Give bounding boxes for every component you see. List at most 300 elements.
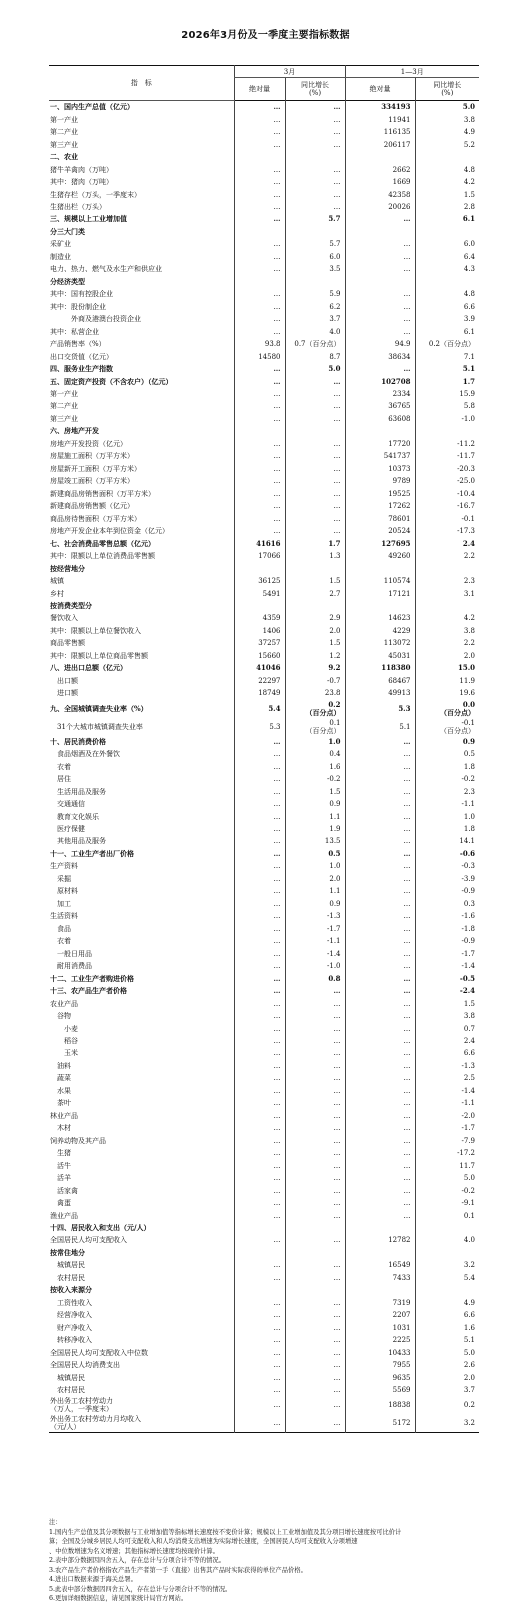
table-row	[49, 1172, 479, 1184]
month-absolute-cell: 37257	[234, 637, 285, 649]
quarter-absolute-cell: 19525	[345, 488, 415, 500]
quarter-absolute-cell: …	[345, 251, 415, 263]
quarter-absolute-cell: …	[345, 985, 415, 997]
row-label: 居住	[50, 775, 71, 784]
month-yoy-cell: 1.0	[285, 736, 345, 748]
quarter-absolute-cell: 118380	[345, 662, 415, 674]
month-absolute-cell: 5.3	[234, 718, 285, 736]
quarter-yoy-cell	[415, 226, 479, 238]
quarter-yoy-cell: -20.3	[415, 463, 479, 475]
row-label: 耐用消费品	[50, 962, 92, 971]
month-yoy-cell: …	[285, 1414, 345, 1433]
page-title: 2026年3月份及一季度主要指标数据	[181, 30, 350, 41]
month-yoy-cell: …	[285, 101, 345, 114]
quarter-yoy-cell: 19.6	[415, 687, 479, 699]
row-label: 生猪存栏（万头，一季度末）	[50, 190, 141, 199]
month-absolute-cell: …	[234, 1147, 285, 1159]
table-row	[49, 650, 479, 662]
row-label: 食品	[50, 924, 71, 933]
row-label: 饲养动物及其产品	[50, 1136, 106, 1145]
row-label: 餐饮收入	[50, 614, 78, 623]
month-yoy-cell: 5.7	[285, 213, 345, 225]
month-yoy-cell: 2.9	[285, 612, 345, 624]
quarter-absolute-cell: 2662	[345, 163, 415, 175]
month-yoy-cell: …	[285, 1346, 345, 1358]
month-yoy-cell: …	[285, 1147, 345, 1159]
quarter-absolute-cell: …	[345, 1110, 415, 1122]
row-label: 新建商品房销售面积（万平方米）	[50, 489, 155, 498]
month-yoy-cell: 1.5	[285, 637, 345, 649]
quarter-absolute-cell: 20026	[345, 201, 415, 213]
quarter-absolute-cell: …	[345, 1159, 415, 1171]
month-absolute-cell: …	[234, 860, 285, 872]
table-row	[49, 550, 479, 562]
month-yoy-cell: …	[285, 985, 345, 997]
table-row	[49, 675, 479, 687]
row-label: 房地产开发投资（亿元）	[50, 439, 127, 448]
row-label: 采矿业	[50, 240, 71, 249]
month-absolute-cell: …	[234, 1072, 285, 1084]
stacked-value-line: 0.0	[462, 699, 476, 709]
quarter-absolute-cell: …	[345, 1035, 415, 1047]
row-label: 出口额	[50, 676, 78, 685]
month-absolute-cell: 17066	[234, 550, 285, 562]
quarter-absolute-cell: …	[345, 288, 415, 300]
quarter-absolute-cell: …	[345, 910, 415, 922]
quarter-absolute-cell: 2225	[345, 1334, 415, 1346]
row-label: 活牛	[50, 1161, 71, 1170]
quarter-absolute-cell: …	[345, 1060, 415, 1072]
month-absolute-cell: …	[234, 1060, 285, 1072]
month-yoy-cell: 8.7	[285, 350, 345, 362]
quarter-yoy-cell: -10.4	[415, 488, 479, 500]
table-row	[49, 1396, 479, 1414]
quarter-yoy-cell	[415, 718, 479, 736]
row-label: 其中：国有控股企业	[50, 290, 113, 299]
row-label: 玉米	[50, 1049, 78, 1058]
month-yoy-cell: …	[285, 1135, 345, 1147]
table-row	[49, 562, 479, 574]
month-yoy-cell	[285, 1247, 345, 1259]
quarter-absolute-cell: 17720	[345, 438, 415, 450]
table-row	[49, 587, 479, 599]
quarter-yoy-cell: -2.0	[415, 1110, 479, 1122]
month-yoy-cell: …	[285, 1047, 345, 1059]
month-absolute-cell	[234, 1284, 285, 1296]
quarter-absolute-cell: 18838	[345, 1396, 415, 1414]
month-absolute-cell: …	[234, 113, 285, 125]
quarter-yoy-cell: -7.9	[415, 1135, 479, 1147]
month-absolute-cell: …	[234, 748, 285, 760]
month-yoy-cell: 1.0	[285, 860, 345, 872]
month-yoy-cell: …	[285, 525, 345, 537]
month-absolute-cell: …	[234, 810, 285, 822]
table-row	[49, 525, 479, 537]
month-absolute-cell: …	[234, 126, 285, 138]
table-row	[49, 325, 479, 337]
quarter-yoy-cell: 3.8	[415, 113, 479, 125]
table-row	[49, 1359, 479, 1371]
quarter-absolute-cell: 7319	[345, 1297, 415, 1309]
month-yoy-cell: 0.9	[285, 898, 345, 910]
month-yoy-cell: …	[285, 1371, 345, 1383]
month-absolute-cell: 5491	[234, 587, 285, 599]
row-label: 工资性收入	[50, 1298, 92, 1307]
month-yoy-cell: 1.1	[285, 885, 345, 897]
row-label: 第三产业	[50, 414, 78, 423]
quarter-yoy-cell: 6.0	[415, 238, 479, 250]
table-row	[49, 785, 479, 797]
row-label: 商品房待售面积（万平方米）	[50, 514, 141, 523]
quarter-yoy-cell: -11.7	[415, 450, 479, 462]
quarter-absolute-cell: 10373	[345, 463, 415, 475]
table-row	[49, 798, 479, 810]
table-row	[49, 625, 479, 637]
row-label: 蔬菜	[50, 1074, 71, 1083]
row-label: 七、社会消费品零售总额（亿元）	[50, 538, 155, 548]
table-row	[49, 1035, 479, 1047]
quarter-absolute-cell: 38634	[345, 350, 415, 362]
stacked-value	[306, 719, 341, 735]
quarter-yoy-cell	[415, 1222, 479, 1234]
quarter-yoy-cell	[415, 600, 479, 612]
month-absolute-cell: …	[234, 1047, 285, 1059]
quarter-yoy-cell: 1.8	[415, 760, 479, 772]
table-row	[49, 151, 479, 163]
month-yoy-cell: 3.7	[285, 313, 345, 325]
month-absolute-cell: …	[234, 488, 285, 500]
quarter-absolute-cell: 9635	[345, 1371, 415, 1383]
row-label: 八、进出口总额（亿元）	[50, 663, 127, 673]
table-row	[49, 718, 479, 736]
row-label: 五、固定资产投资（不含农户）（亿元）	[50, 376, 173, 386]
row-label: 采掘	[50, 874, 71, 883]
month-yoy-cell: 6.0	[285, 251, 345, 263]
quarter-absolute-cell: 42358	[345, 188, 415, 200]
table-row	[49, 1197, 479, 1209]
month-absolute-cell: …	[234, 1085, 285, 1097]
quarter-yoy-cell: -0.3	[415, 860, 479, 872]
quarter-absolute-cell: 5172	[345, 1414, 415, 1433]
quarter-yoy-cell	[415, 425, 479, 437]
month-yoy-cell: …	[285, 1184, 345, 1196]
table-row	[49, 1147, 479, 1159]
month-absolute-cell: …	[234, 898, 285, 910]
month-absolute-cell: …	[234, 463, 285, 475]
quarter-yoy-cell: -1.4	[415, 960, 479, 972]
footnote-line: 5.此表中部分数据因四舍五入，存在总计与分项合计不等的情况。	[49, 1585, 232, 1593]
table-row	[49, 213, 479, 225]
month-absolute-cell	[234, 226, 285, 238]
quarter-absolute-cell: 20524	[345, 525, 415, 537]
quarter-yoy-cell: 0.1	[415, 1209, 479, 1221]
quarter-absolute-cell	[345, 1222, 415, 1234]
table-row	[49, 773, 479, 785]
quarter-absolute-cell	[345, 1247, 415, 1259]
month-absolute-cell: …	[234, 1414, 285, 1433]
table-row	[49, 612, 479, 624]
quarter-absolute-cell	[345, 151, 415, 163]
table-row	[49, 138, 479, 150]
row-label: 乡村	[50, 589, 64, 598]
header-absolute-quarter: 绝对量	[345, 78, 415, 101]
month-yoy-cell: 1.7	[285, 537, 345, 549]
month-yoy-cell: 0.7（百分点）	[285, 338, 345, 350]
month-yoy-cell	[285, 151, 345, 163]
month-yoy-cell: …	[285, 1359, 345, 1371]
quarter-yoy-cell	[415, 700, 479, 718]
month-absolute-cell: …	[234, 288, 285, 300]
table-row	[49, 885, 479, 897]
month-yoy-cell: -1.3	[285, 910, 345, 922]
table-row	[49, 898, 479, 910]
row-label: 按收入来源分	[50, 1285, 92, 1295]
quarter-absolute-cell: …	[345, 898, 415, 910]
quarter-yoy-cell: 0.2（百分点）	[415, 338, 479, 350]
row-label: 制造业	[50, 252, 71, 261]
row-label: 第一产业	[50, 390, 78, 399]
quarter-yoy-cell: -11.2	[415, 438, 479, 450]
table-row	[49, 760, 479, 772]
quarter-absolute-cell: …	[345, 947, 415, 959]
quarter-absolute-cell: 94.9	[345, 338, 415, 350]
table-row	[49, 960, 479, 972]
row-label: 三、规模以上工业增加值	[50, 214, 127, 224]
quarter-yoy-cell: -1.0	[415, 413, 479, 425]
quarter-absolute-cell: …	[345, 213, 415, 225]
quarter-absolute-cell: …	[345, 325, 415, 337]
quarter-yoy-cell: 2.3	[415, 785, 479, 797]
quarter-yoy-cell: 1.5	[415, 188, 479, 200]
quarter-absolute-cell: 127695	[345, 537, 415, 549]
month-absolute-cell: …	[234, 101, 285, 114]
table-row	[49, 388, 479, 400]
month-absolute-cell: …	[234, 176, 285, 188]
header-pct-label: (%)	[441, 89, 454, 97]
quarter-yoy-cell: 3.9	[415, 313, 479, 325]
quarter-yoy-cell: 0.2	[415, 1396, 479, 1414]
quarter-absolute-cell: …	[345, 960, 415, 972]
table-row	[49, 1234, 479, 1246]
quarter-yoy-cell: -1.4	[415, 1085, 479, 1097]
table-row	[49, 101, 479, 114]
month-absolute-cell: …	[234, 301, 285, 313]
month-yoy-cell	[285, 718, 345, 736]
month-absolute-cell: …	[234, 1309, 285, 1321]
month-absolute-cell: …	[234, 1110, 285, 1122]
table-row	[49, 848, 479, 860]
month-yoy-cell: 5.0	[285, 363, 345, 375]
month-yoy-cell: …	[285, 463, 345, 475]
month-absolute-cell: …	[234, 525, 285, 537]
quarter-yoy-cell: 2.5	[415, 1072, 479, 1084]
month-yoy-cell: 0.5	[285, 848, 345, 860]
quarter-absolute-cell: …	[345, 1209, 415, 1221]
month-yoy-cell: …	[285, 1334, 345, 1346]
quarter-absolute-cell: 1031	[345, 1322, 415, 1334]
quarter-absolute-cell: 1669	[345, 176, 415, 188]
month-absolute-cell	[234, 276, 285, 288]
quarter-absolute-cell: 110574	[345, 575, 415, 587]
footnote-line: 4.进出口数据来源于海关总署。	[49, 1576, 137, 1583]
quarter-yoy-cell: 4.0	[415, 1234, 479, 1246]
table-row	[49, 1309, 479, 1321]
stacked-value-line: （百分点）	[305, 726, 341, 735]
table-row	[49, 176, 479, 188]
row-label: 衣着	[50, 937, 71, 946]
quarter-absolute-cell: …	[345, 885, 415, 897]
month-absolute-cell: 41046	[234, 662, 285, 674]
table-row	[49, 226, 479, 238]
row-label: 第三产业	[50, 140, 78, 149]
footnote-line: 注：	[49, 1519, 62, 1526]
month-yoy-cell: -1.1	[285, 935, 345, 947]
quarter-absolute-cell: …	[345, 1047, 415, 1059]
month-absolute-cell: …	[234, 1184, 285, 1196]
month-yoy-cell: …	[285, 201, 345, 213]
row-label: 生猪出栏（万头）	[50, 202, 106, 211]
row-label: 转移净收入	[50, 1336, 92, 1345]
month-yoy-cell: 0.8	[285, 972, 345, 984]
footnote-line: 3.农产品生产者价格指农产品生产者第一手（直接）出售其产品时实际获得的单位产品价格。	[49, 1566, 307, 1574]
month-yoy-cell: …	[285, 1322, 345, 1334]
month-absolute-cell: …	[234, 1172, 285, 1184]
month-absolute-cell: …	[234, 1234, 285, 1246]
month-absolute-cell: 41616	[234, 537, 285, 549]
table-row	[49, 1334, 479, 1346]
quarter-absolute-cell	[345, 1284, 415, 1296]
row-label: 农村居民	[50, 1273, 85, 1282]
quarter-yoy-cell: 7.1	[415, 350, 479, 362]
month-absolute-cell: …	[234, 213, 285, 225]
month-absolute-cell: 15660	[234, 650, 285, 662]
row-label: 医疗保健	[50, 825, 85, 834]
quarter-yoy-cell: 4.8	[415, 163, 479, 175]
month-yoy-cell	[285, 600, 345, 612]
header-pct-label: (%)	[308, 89, 322, 97]
month-absolute-cell	[234, 562, 285, 574]
header-yoy-label: 同比增长	[433, 81, 462, 89]
quarter-yoy-cell: 0.5	[415, 748, 479, 760]
quarter-yoy-cell: -1.1	[415, 798, 479, 810]
table-row	[49, 276, 479, 288]
month-yoy-cell: …	[285, 126, 345, 138]
quarter-yoy-cell: 6.1	[415, 325, 479, 337]
quarter-absolute-cell: 68467	[345, 675, 415, 687]
month-yoy-cell: …	[285, 375, 345, 387]
quarter-yoy-cell: 3.7	[415, 1384, 479, 1396]
footnotes	[49, 1518, 479, 1604]
month-absolute-cell: …	[234, 163, 285, 175]
quarter-absolute-cell: 17121	[345, 587, 415, 599]
table-row	[49, 1272, 479, 1284]
month-yoy-cell: …	[285, 1396, 345, 1414]
quarter-yoy-cell	[415, 151, 479, 163]
row-label: 十四、居民收入和支出（元/人）	[50, 1223, 151, 1233]
month-yoy-cell: …	[285, 488, 345, 500]
month-absolute-cell: …	[234, 1122, 285, 1134]
quarter-yoy-cell: 2.0	[415, 650, 479, 662]
footnote-line: 、中位数增速为名义增速；其他指标增长速度均按现价计算。	[49, 1547, 220, 1555]
month-yoy-cell: -1.7	[285, 923, 345, 935]
quarter-yoy-cell: 5.1	[415, 363, 479, 375]
row-label: 31个大城市城镇调查失业率	[50, 722, 143, 731]
month-yoy-cell: …	[285, 1110, 345, 1122]
quarter-yoy-cell: -1.3	[415, 1060, 479, 1072]
quarter-yoy-cell: 3.8	[415, 1010, 479, 1022]
quarter-yoy-cell: 5.1	[415, 1334, 479, 1346]
row-label: 稻谷	[50, 1036, 78, 1045]
month-absolute-cell: …	[234, 1097, 285, 1109]
table-row	[49, 251, 479, 263]
row-label: 分三大门类	[50, 226, 85, 236]
quarter-yoy-cell: 4.8	[415, 288, 479, 300]
month-absolute-cell	[234, 600, 285, 612]
row-label: 衣着	[50, 762, 71, 771]
table-row	[49, 700, 479, 718]
quarter-absolute-cell: …	[345, 848, 415, 860]
quarter-absolute-cell	[345, 600, 415, 612]
table-row	[49, 350, 479, 362]
month-yoy-cell: 1.5	[285, 575, 345, 587]
header-yoy-month	[285, 78, 345, 101]
table-row	[49, 1346, 479, 1358]
month-absolute-cell: …	[234, 413, 285, 425]
month-yoy-cell	[285, 226, 345, 238]
month-yoy-cell: 23.8	[285, 687, 345, 699]
row-label: 林业产品	[50, 1111, 78, 1120]
quarter-absolute-cell: 5.1	[345, 718, 415, 736]
quarter-absolute-cell: 11941	[345, 113, 415, 125]
row-label: 油料	[50, 1061, 71, 1070]
quarter-absolute-cell: …	[345, 1135, 415, 1147]
month-yoy-cell: …	[285, 1197, 345, 1209]
indicator-table	[49, 65, 479, 1433]
row-label: 茶叶	[50, 1099, 71, 1108]
table-row	[49, 263, 479, 275]
table-row	[49, 835, 479, 847]
row-label: 禽蛋	[50, 1199, 71, 1208]
row-label: 农业产品	[50, 999, 78, 1008]
quarter-yoy-cell: 4.9	[415, 126, 479, 138]
month-absolute-cell: …	[234, 873, 285, 885]
row-label: 生产资料	[50, 862, 78, 871]
table-row	[49, 1322, 479, 1334]
table-row	[49, 873, 479, 885]
quarter-yoy-cell: 0.9	[415, 736, 479, 748]
table-row	[49, 1371, 479, 1383]
month-absolute-cell: …	[234, 1334, 285, 1346]
table-row	[49, 537, 479, 549]
row-label: 全国居民人均可支配收入中位数	[50, 1348, 148, 1357]
month-absolute-cell: 36125	[234, 575, 285, 587]
month-yoy-cell: …	[285, 475, 345, 487]
quarter-yoy-cell: 2.0	[415, 1371, 479, 1383]
month-yoy-cell: …	[285, 163, 345, 175]
month-yoy-cell: …	[285, 113, 345, 125]
quarter-absolute-cell: …	[345, 923, 415, 935]
row-label: 分经济类型	[50, 276, 85, 286]
month-absolute-cell: 1406	[234, 625, 285, 637]
table-row	[49, 238, 479, 250]
row-label	[49, 1414, 234, 1433]
quarter-yoy-cell: -0.2	[415, 1184, 479, 1196]
row-label: 生猪	[50, 1149, 71, 1158]
quarter-yoy-cell: 0.7	[415, 1022, 479, 1034]
month-yoy-cell: …	[285, 388, 345, 400]
month-absolute-cell: …	[234, 1384, 285, 1396]
quarter-yoy-cell: 2.4	[415, 1035, 479, 1047]
